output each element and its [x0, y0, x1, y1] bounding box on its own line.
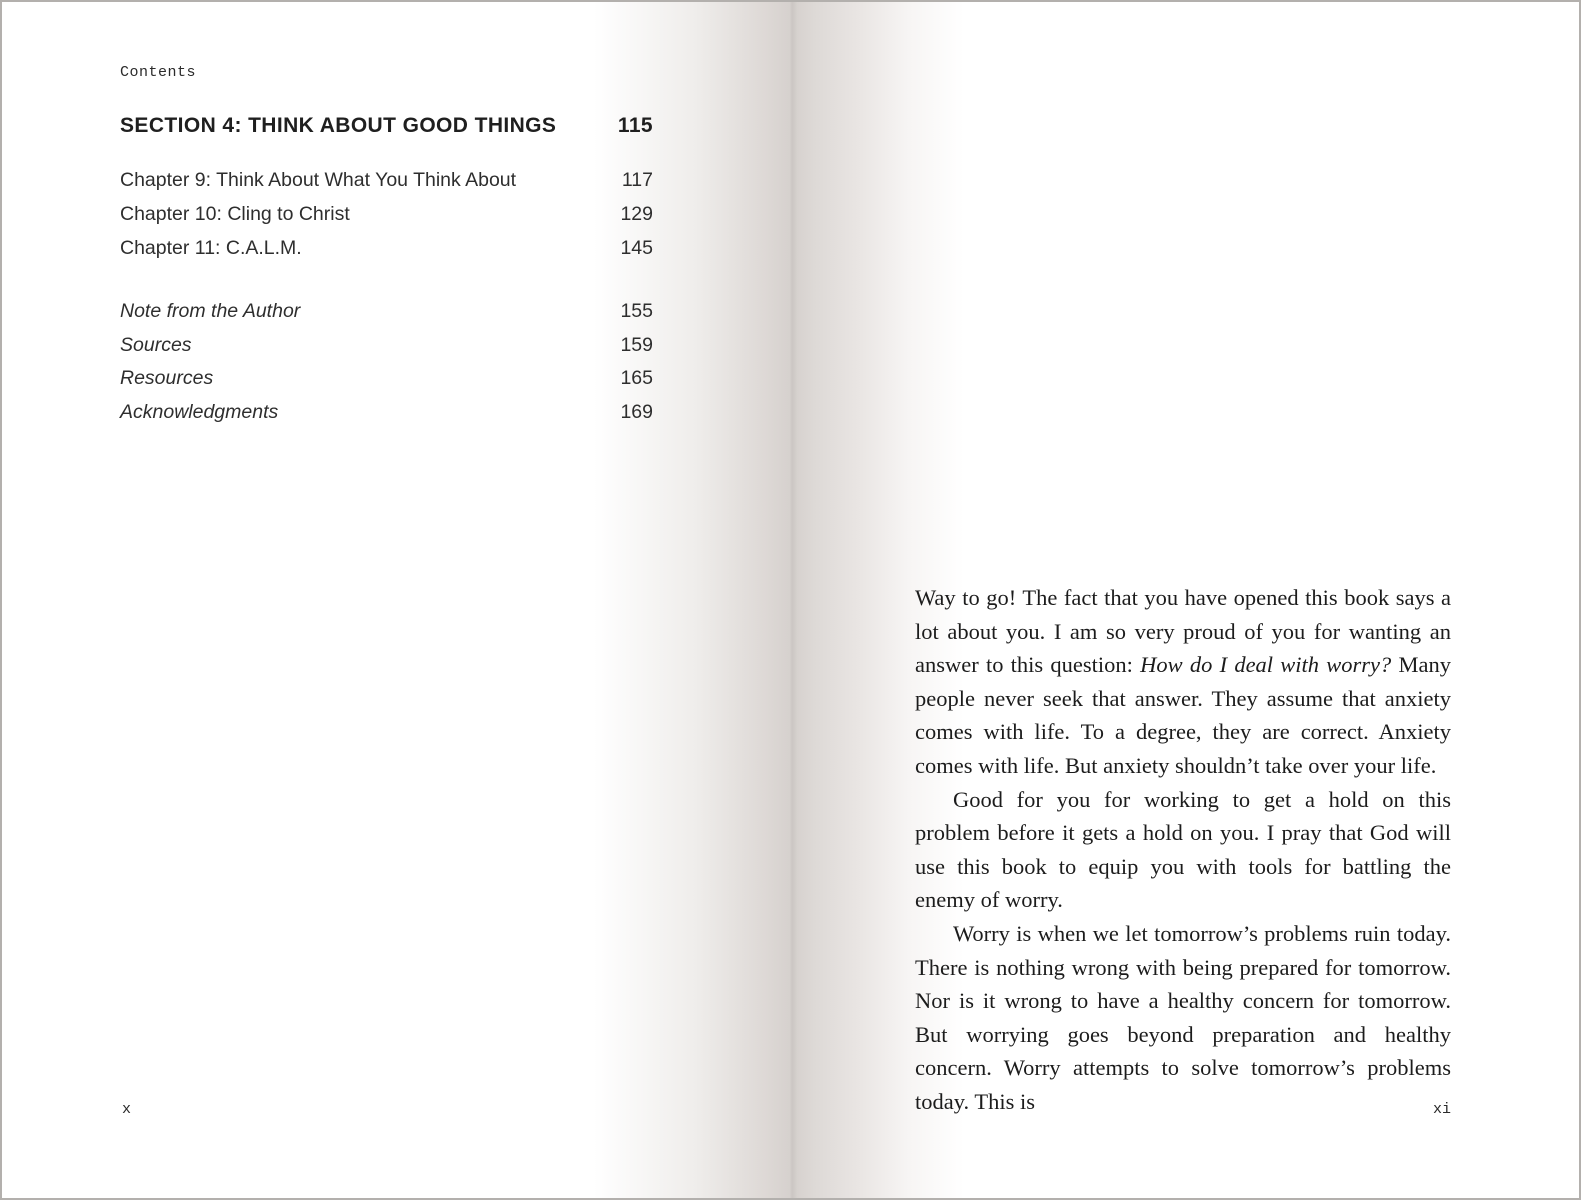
toc-back-matter-row-page-number: 159 — [620, 333, 653, 356]
toc-back-matter-row-label: Acknowledgments — [120, 400, 279, 423]
body-text-italic-segment: How do I deal with worry? — [1140, 652, 1392, 678]
body-paragraph — [915, 783, 1451, 917]
toc-back-matter-row-page-number: 165 — [620, 367, 653, 389]
body-text-segment: Worry is when we let tomorrow’s problems ruin today. There is nothing wrong with being prepared for tomorrow. Nor is it wrong to have a healthy concern for tomorrow. But worrying goes beyond preparation and healthy concern. Worry attempts to solve tomorrow’s problems today. This is — [915, 920, 1451, 1114]
toc-chapter-row-label: Chapter 11: C.A.L.M. — [120, 237, 302, 259]
toc-back-matter-list — [120, 295, 653, 429]
toc-chapter-list — [120, 163, 653, 265]
toc-back-matter-row — [120, 396, 653, 430]
toc-section-page-number: 115 — [617, 114, 653, 137]
page-number-right: xi — [1432, 1101, 1451, 1118]
body-text-block — [915, 581, 1451, 1119]
toc-chapter-row-page-number: 145 — [620, 237, 653, 259]
toc-back-matter-row-page-number: 169 — [620, 400, 653, 423]
body-text-segment: Many people never seek that answer. They assume that anxiety comes with life. To a degree, they are correct. Anxiety comes with life. But anxiety shouldn’t take over your life. — [915, 652, 1451, 778]
body-text-segment: Good for you for working to get a hold on this problem before it gets a hold on you. I pray that God will use this book to equip you with tools for battling the enemy of worry. — [915, 786, 1451, 913]
toc-chapter-row-label: Chapter 10: Cling to Christ — [120, 203, 350, 225]
body-paragraph — [915, 917, 1451, 1119]
toc-chapter-row-label: Chapter 9: Think About What You Think About — [120, 169, 517, 191]
toc-back-matter-row-label: Sources — [120, 333, 192, 356]
toc-section-label: SECTION 4: THINK ABOUT GOOD THINGS — [120, 114, 557, 137]
running-header-contents: Contents — [120, 64, 197, 81]
toc-back-matter-row — [120, 329, 653, 363]
toc-chapter-row — [120, 163, 653, 197]
body-paragraph — [915, 581, 1451, 783]
toc-back-matter-row-label: Resources — [120, 367, 214, 389]
toc-chapter-row-page-number: 129 — [620, 203, 653, 225]
toc-back-matter-row-label: Note from the Author — [120, 300, 301, 322]
toc-section-row — [120, 114, 653, 138]
toc-chapter-row-page-number: 117 — [621, 169, 653, 191]
toc-chapter-row — [120, 197, 653, 231]
body-text-segment: Way to go! The fact that you have opened this book says a lot about you. I am so very proud of you for wanting an answer to this question: — [915, 585, 1451, 678]
toc-back-matter-row — [120, 362, 653, 396]
toc-chapter-row — [120, 231, 653, 265]
page-number-left: x — [122, 1101, 132, 1118]
toc-back-matter-row-page-number: 155 — [620, 300, 653, 322]
toc-back-matter-row — [120, 295, 653, 329]
